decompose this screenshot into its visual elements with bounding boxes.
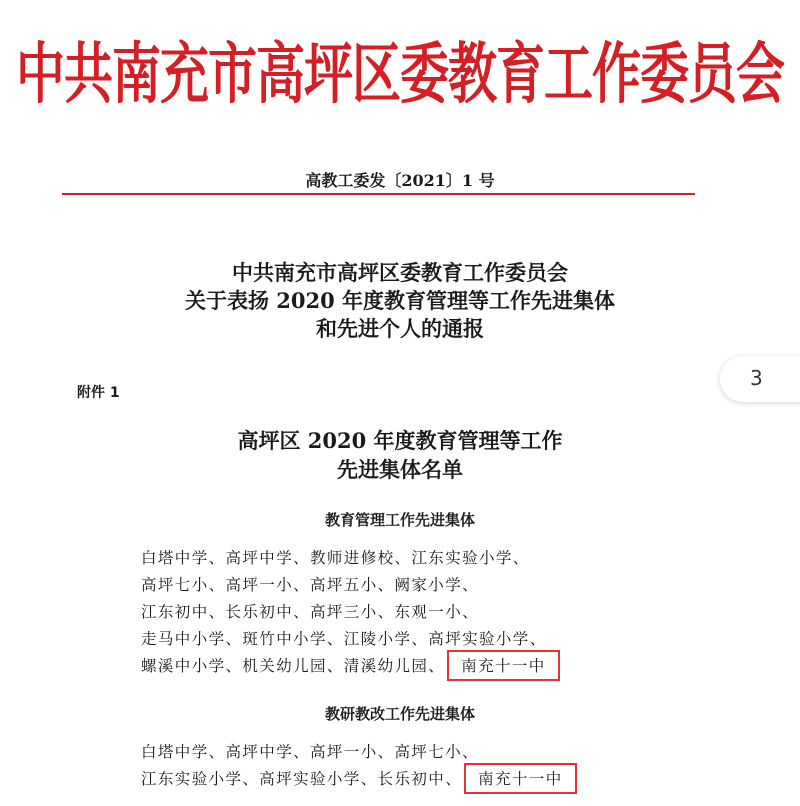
list-title-line-2: 先进集体名单 — [337, 457, 463, 482]
notice-title-line-3: 和先进个人的通报 — [316, 316, 484, 341]
school-list-line-with-highlight — [141, 763, 577, 794]
school-list-text: 螺溪中小学、机关幼儿园、清溪幼儿园、 — [141, 657, 446, 675]
highlighted-school-box: 南充十一中 — [447, 650, 560, 681]
highlighted-school-box: 南充十一中 — [464, 763, 577, 794]
school-list-line: 白塔中学、高坪中学、教师进修校、江东实验小学、 — [141, 549, 530, 567]
attachment-label: 附件 1 — [77, 385, 120, 401]
red-divider — [62, 193, 695, 195]
school-list-text: 江东实验小学、高坪实验小学、长乐初中、 — [141, 770, 463, 788]
school-list-line: 走马中小学、斑竹中小学、江陵小学、高坪实验小学、 — [141, 630, 547, 648]
section-heading-teaching-research: 教研教改工作先进集体 — [324, 705, 475, 723]
notice-title-line-2: 关于表扬 2020 年度教育管理等工作先进集体 — [184, 288, 616, 313]
school-list-line: 高坪七小、高坪一小、高坪五小、阙家小学、 — [141, 576, 480, 594]
school-list-line: 白塔中学、高坪中学、高坪一小、高坪七小、 — [141, 743, 480, 761]
page-indicator-chip[interactable] — [720, 356, 800, 402]
section-heading-education-management: 教育管理工作先进集体 — [324, 511, 475, 529]
list-title-line-1: 高坪区 2020 年度教育管理等工作 — [237, 428, 563, 453]
notice-title-line-1: 中共南充市高坪区委教育工作委员会 — [232, 260, 568, 285]
issuing-organization-masthead: 中共南充市高坪区委教育工作委员会 — [15, 34, 784, 113]
document-number: 高教工委发〔2021〕1 号 — [305, 171, 495, 190]
page-number: 3 — [750, 366, 763, 390]
school-list-line-with-highlight — [141, 650, 560, 681]
school-list-line: 江东初中、长乐初中、高坪三小、东观一小、 — [141, 603, 480, 621]
